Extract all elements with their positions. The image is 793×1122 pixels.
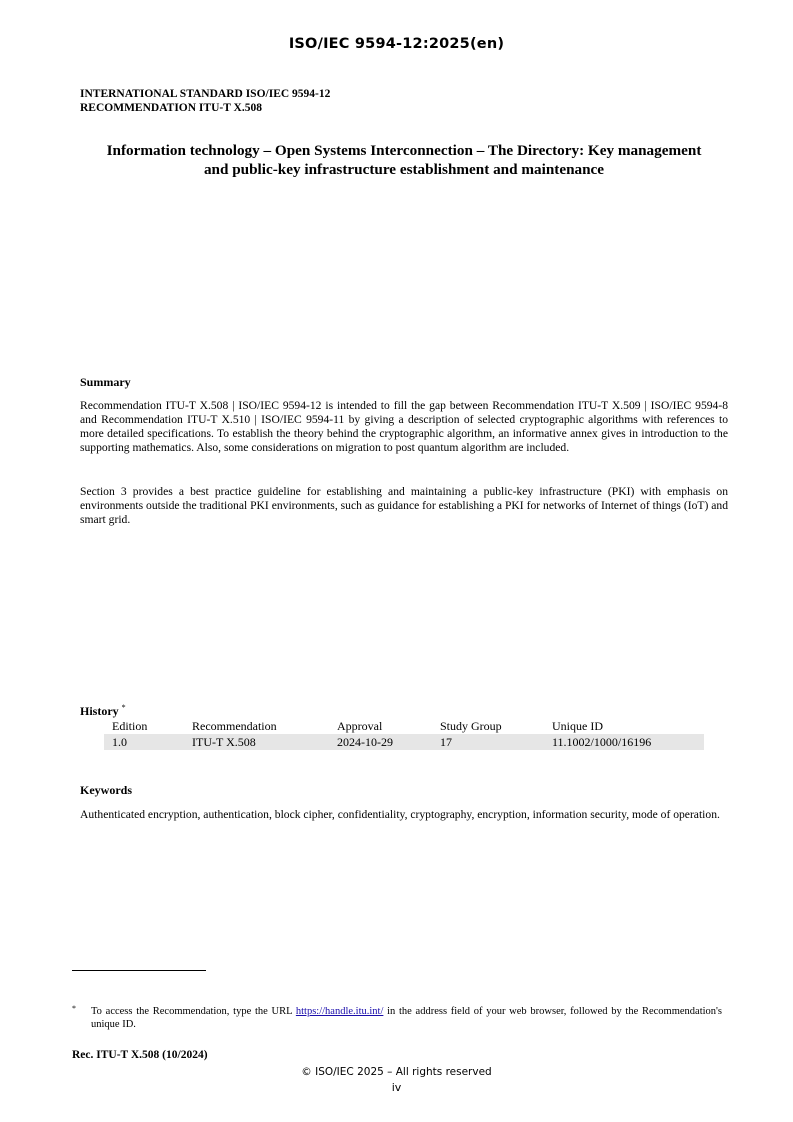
footnote-text-after: in the address field of your web browser, followed by the Recommendation's unique ID. <box>91 1006 723 1030</box>
summary-heading: Summary <box>80 375 131 389</box>
footnote-text-before: To access the Recommendation, type the URL <box>91 1006 293 1017</box>
col-approval: Approval <box>337 718 383 733</box>
summary-paragraph-2: Section 3 provides a best practice guideline for establishing and maintaining a public-key infrastructure (PKI) with emphasis on environments outside the traditional PKI environments, such as guidance for establishing a PKI for networks of Internet of things (IoT) and smart grid. <box>80 485 728 526</box>
summary-paragraph-1: Recommendation ITU-T X.508 | ISO/IEC 9594-12 is intended to fill the gap between Recommendation ITU-T X.509 | ISO/IEC 9594-8 and Recommendation ITU-T X.510 | ISO/IEC 9594-11 by giving a description of selected cryptographic algorithms with references to more detailed specifications. To establish the theory behind the cryptographic algorithm, an informative annex gives in introduction to the supporting mathematics. Also, some considerations on migration to post quantum algorithm are included. <box>80 399 728 454</box>
page-number: iv <box>391 1081 402 1094</box>
footnote-separator <box>72 970 206 971</box>
history-header-row <box>104 718 704 734</box>
footnote <box>72 1005 722 1031</box>
col-recommendation: Recommendation <box>192 718 277 733</box>
cell-study-group: 17 <box>440 734 552 750</box>
document-id-header: ISO/IEC 9594-12:2025(en) <box>288 36 505 52</box>
history-table <box>104 718 704 750</box>
standard-line-iso: INTERNATIONAL STANDARD ISO/IEC 9594-12 <box>80 88 331 100</box>
footnote-text <box>91 1005 722 1031</box>
footnote-reference-mark[interactable]: * <box>121 703 126 712</box>
keywords-heading: Keywords <box>80 783 132 797</box>
keywords-text: Authenticated encryption, authentication, block cipher, confidentiality, cryptography, encryption, information security, mode of operation. <box>80 808 720 821</box>
standard-line-itu: RECOMMENDATION ITU-T X.508 <box>80 102 262 114</box>
cell-approval: 2024-10-29 <box>337 734 440 750</box>
history-heading-text: History <box>80 704 119 718</box>
cell-edition: 1.0 <box>104 734 192 750</box>
cell-unique-id: 11.1002/1000/16196 <box>552 734 704 750</box>
copyright-notice: © ISO/IEC 2025 – All rights reserved <box>301 1066 492 1078</box>
title-line-1: Information technology – Open Systems Interconnection – The Directory: Key management <box>106 142 702 159</box>
history-heading <box>80 703 126 719</box>
recommendation-footer: Rec. ITU-T X.508 (10/2024) <box>72 1049 208 1061</box>
cell-recommendation: ITU-T X.508 <box>192 734 337 750</box>
title-line-2: and public-key infrastructure establishment and maintenance <box>203 161 605 178</box>
col-study-group: Study Group <box>440 718 502 733</box>
col-edition: Edition <box>112 718 148 733</box>
handle-url-link[interactable]: https://handle.itu.int/ <box>295 1006 384 1017</box>
footnote-mark: * <box>72 1004 76 1013</box>
document-title <box>80 141 728 179</box>
col-unique-id: Unique ID <box>552 718 603 733</box>
table-row <box>104 734 704 750</box>
